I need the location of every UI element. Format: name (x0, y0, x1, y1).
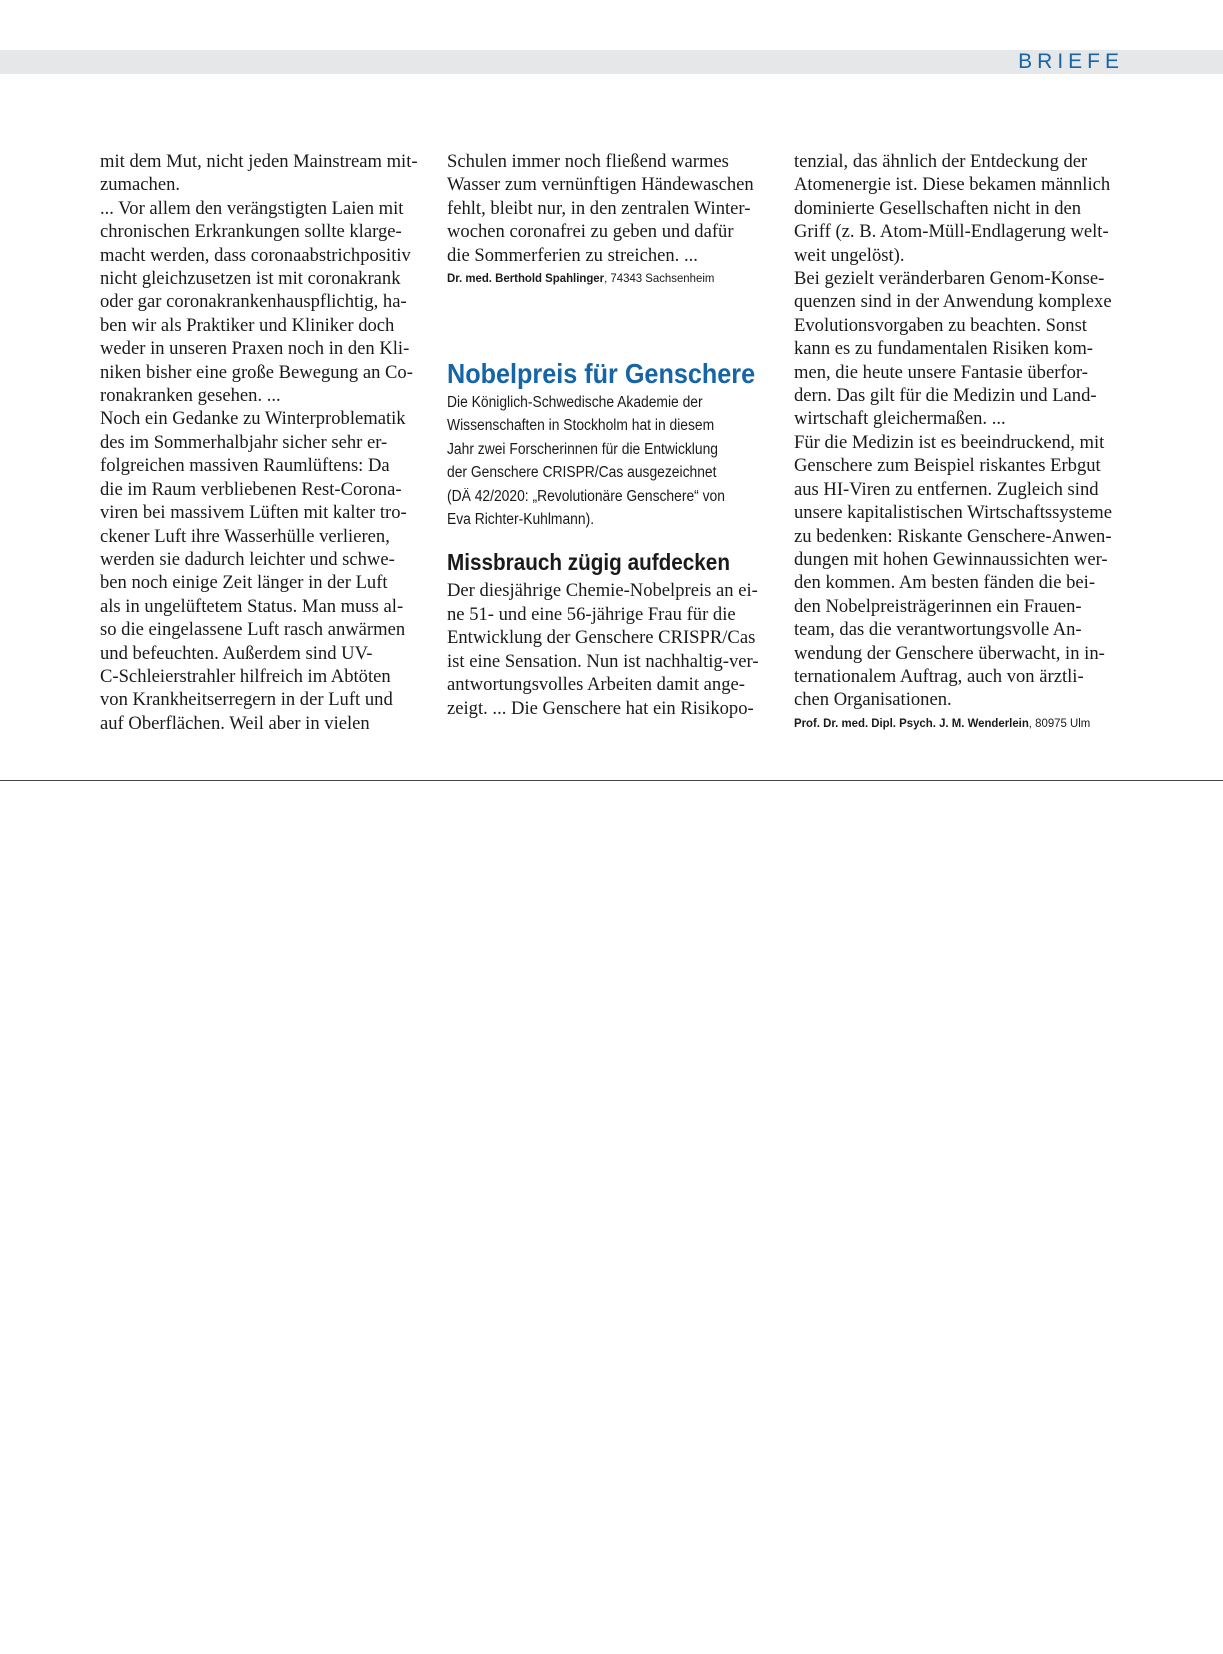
body-line: Evolutionsvorgaben zu beachten. Sonst (794, 314, 1087, 336)
body-line: Griff (z. B. Atom-Müll-Endlagerung welt- (794, 221, 1109, 243)
body-line: ternationalem Auftrag, auch von ärztli- (794, 665, 1084, 687)
signature-place: , 74343 Sachsenheim (604, 271, 715, 286)
body-line: ben noch einige Zeit länger in der Luft (100, 572, 388, 594)
body-line: ne 51- und eine 56-jährige Frau für die (447, 603, 736, 625)
body-line: Der diesjährige Chemie-Nobelpreis an ei- (447, 580, 758, 602)
body-line: men, die heute unsere Fantasie überfor- (794, 361, 1088, 383)
intro-line: der Genschere CRISPR/Cas ausgezeichnet (447, 464, 717, 482)
body-line: Genschere zum Beispiel riskantes Erbgut (794, 455, 1101, 477)
intro-line: Wissenschaften in Stockholm hat in diesem (447, 417, 715, 435)
intro-line: Eva Richter-Kuhlmann). (447, 511, 595, 529)
page-divider (0, 780, 1223, 781)
body-line: von Krankheitserregern in der Luft und (100, 689, 393, 711)
letter-signature (794, 714, 1098, 732)
body-line: tenzial, das ähnlich der Entdeckung der (794, 151, 1088, 172)
signature-name: Prof. Dr. med. Dipl. Psych. J. M. Wenderlein (794, 715, 1029, 730)
body-line: chen Organisationen. (794, 689, 952, 711)
body-line: Schulen immer noch fließend warmes (447, 151, 729, 172)
body-line: folgreichen massiven Raumlüftens: Da (100, 455, 390, 477)
body-line: wochen coronafrei zu geben und dafür (447, 221, 734, 243)
body-line: macht werden, dass coronaabstrichpositiv (100, 244, 411, 266)
body-line: dominierte Gesellschaften nicht in den (794, 197, 1082, 219)
body-line: Entwicklung der Genschere CRISPR/Cas (447, 627, 756, 649)
body-line: viren bei massivem Lüften mit kalter tro- (100, 502, 407, 524)
body-line: zumachen. (100, 174, 181, 196)
body-line: ist eine Sensation. Nun ist nachhaltig-ver- (447, 650, 759, 672)
body-line: ronakranken gesehen. ... (100, 385, 281, 407)
body-line: zu bedenken: Riskante Genschere-Anwen- (794, 525, 1112, 547)
body-line: antwortungsvolles Arbeiten damit ange- (447, 674, 745, 696)
body-line: die Sommerferien zu streichen. ... (447, 244, 698, 266)
body-line: ckener Luft ihre Wasserhülle verlieren, (100, 525, 390, 547)
body-line: ben wir als Praktiker und Kliniker doch (100, 314, 395, 336)
body-line: mit dem Mut, nicht jeden Mainstream mit- (100, 151, 418, 172)
body-line: dungen mit hohen Gewinnaussichten wer- (794, 548, 1108, 570)
body-line: niken bisher eine große Bewegung an Co- (100, 361, 413, 383)
letter-column-2 (447, 150, 777, 720)
body-line: C-Schleierstrahler hilfreich im Abtöten (100, 665, 391, 687)
letter-subheading: Missbrauch zügig aufdecken (447, 549, 730, 576)
body-line: ... Vor allem den verängstigten Laien mit (100, 197, 404, 219)
body-line: oder gar coronakrankenhauspflichtig, ha- (100, 291, 407, 313)
body-line: Noch ein Gedanke zu Winterproblematik (100, 408, 406, 430)
body-line: team, das die verantwortungsvolle An- (794, 619, 1082, 641)
body-line: den Nobelpreisträgerinnen ein Frauen- (794, 595, 1082, 617)
body-line: nicht gleichzusetzen ist mit coronakrank (100, 268, 401, 290)
body-line: Bei gezielt veränderbaren Genom-Konse- (794, 268, 1105, 290)
body-line: weder in unseren Praxen noch in den Kli- (100, 338, 410, 360)
body-line: fehlt, bleibt nur, in den zentralen Winter- (447, 197, 751, 219)
letter-column-1 (100, 150, 430, 735)
body-line: des im Sommerhalbjahr sicher sehr er- (100, 431, 388, 453)
body-line: aus HI-Viren zu entfernen. Zugleich sind (794, 478, 1099, 500)
body-line: unsere kapitalistischen Wirtschaftssysteme (794, 502, 1113, 524)
body-line: wirtschaft gleichermaßen. ... (794, 408, 1006, 430)
body-line: auf Oberflächen. Weil aber in vielen (100, 712, 370, 734)
body-line: die im Raum verbliebenen Rest-Corona- (100, 478, 402, 500)
body-line: kann es zu fundamentalen Risiken kom- (794, 338, 1093, 360)
intro-line: Die Königlich-Schwedische Akademie der (447, 394, 703, 412)
body-line: als in ungelüftetem Status. Man muss al- (100, 595, 404, 617)
body-line: weit ungelöst). (794, 244, 905, 266)
article-headline: Nobelpreis für Genschere (447, 358, 756, 390)
body-line: werden sie dadurch leichter und schwe- (100, 548, 395, 570)
body-line: wendung der Genschere überwacht, in in- (794, 642, 1105, 664)
body-line: so die eingelassene Luft rasch anwärmen (100, 619, 406, 641)
intro-line: Jahr zwei Forscherinnen für die Entwicklung (447, 440, 719, 458)
signature-name: Dr. med. Berthold Spahlinger (447, 271, 605, 286)
body-line: und befeuchten. Außerdem sind UV- (100, 642, 373, 664)
body-line: quenzen sind in der Anwendung komplexe (794, 291, 1112, 313)
body-line: dern. Das gilt für die Medizin und Land- (794, 385, 1097, 407)
body-line: Wasser zum vernünftigen Händewaschen (447, 174, 754, 196)
letter-signature (447, 269, 751, 287)
body-line: chronischen Erkrankungen sollte klarge- (100, 221, 402, 243)
section-label: BRIEFE (1018, 50, 1124, 73)
signature-place: , 80975 Ulm (1028, 715, 1091, 730)
letter-column-3 (794, 150, 1124, 732)
body-line: zeigt. ... Die Genschere hat ein Risikopo- (447, 697, 754, 719)
article-intro (447, 391, 777, 531)
intro-line: (DÄ 42/2020: „Revolutionäre Genschere“ von (447, 487, 725, 505)
body-line: den kommen. Am besten fänden die bei- (794, 572, 1096, 594)
body-line: Atomenergie ist. Diese bekamen männlich (794, 174, 1111, 196)
body-line: Für die Medizin ist es beeindruckend, mit (794, 431, 1105, 453)
